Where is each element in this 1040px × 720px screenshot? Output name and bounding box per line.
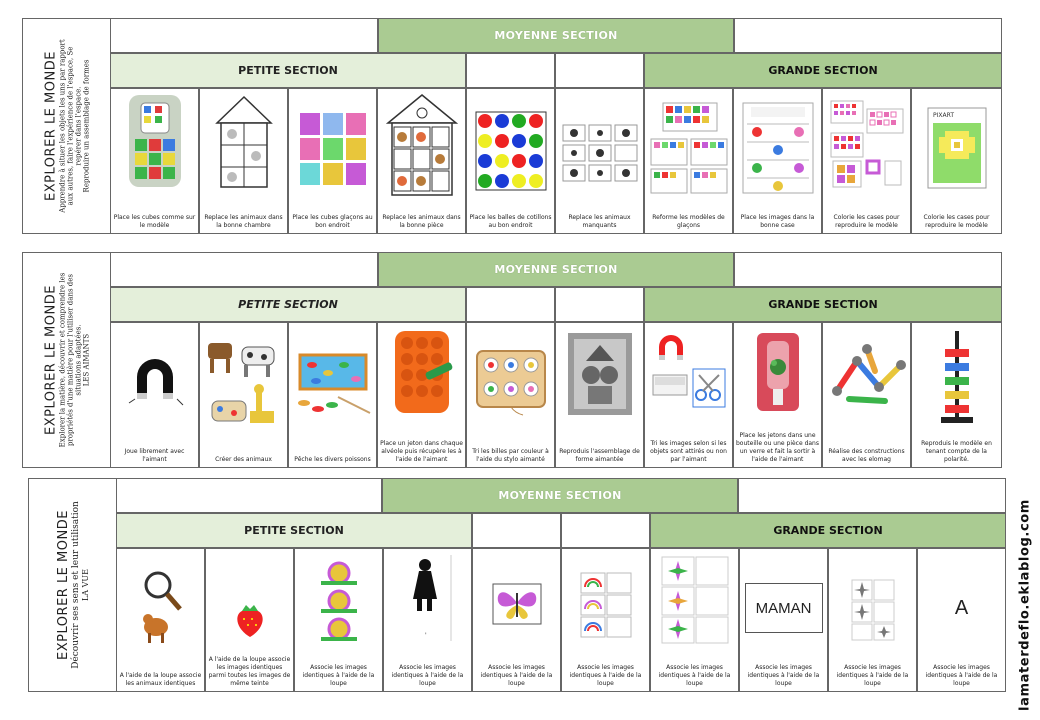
activity-cell[interactable] bbox=[288, 88, 377, 234]
activity-cell[interactable] bbox=[294, 548, 383, 692]
activity-cell[interactable] bbox=[739, 548, 828, 692]
activity-cell[interactable] bbox=[199, 88, 288, 234]
polarity-tower-picture bbox=[937, 329, 977, 425]
activity-caption: Pêche les divers poissons bbox=[294, 456, 371, 463]
activity-caption: Place les balles de cotillons au bon endroit bbox=[469, 214, 552, 229]
activity-cell[interactable] bbox=[110, 322, 199, 468]
activity-cell[interactable] bbox=[555, 322, 644, 468]
activity-cell[interactable] bbox=[644, 322, 733, 468]
activity-caption: Reforme les modèles de glaçons bbox=[652, 214, 725, 229]
activity-cell[interactable] bbox=[650, 548, 739, 692]
watermark-text: lamaterdeflo.eklablog.com bbox=[1017, 499, 1033, 711]
activity-cell[interactable] bbox=[644, 88, 733, 234]
activity-caption: Associe les images identiques à l'aide de la loupe bbox=[658, 664, 731, 687]
activity-caption: Créer des animaux bbox=[215, 456, 272, 463]
activity-cell[interactable] bbox=[555, 88, 644, 234]
strawberry-picture bbox=[230, 601, 270, 641]
activity-caption: Associe les images identiques à l'aide de la loupe bbox=[747, 664, 820, 687]
activity-caption: Colorie les cases pour reproduire le modèle bbox=[923, 214, 990, 229]
butterfly-picture bbox=[492, 583, 542, 625]
activity-caption: Associe les images identiques à l'aide de la loupe bbox=[925, 664, 998, 687]
block-1 bbox=[22, 18, 1002, 234]
activity-cell[interactable] bbox=[116, 548, 205, 692]
word-text: MAMAN bbox=[755, 599, 812, 617]
activity-caption: Place les images dans la bonne case bbox=[740, 214, 815, 229]
activity-caption: Reproduis le modèle en tenant compte de la polarité. bbox=[921, 440, 992, 463]
activity-cell[interactable] bbox=[466, 88, 555, 234]
block-1-side bbox=[22, 18, 112, 234]
petite-section-header: PETITE SECTION bbox=[110, 53, 466, 88]
activity-caption: Associe les images identiques à l'aide de la loupe bbox=[569, 664, 642, 687]
letter-picture bbox=[942, 593, 982, 623]
block-title: EXPLORER LE MONDE bbox=[56, 510, 71, 660]
activity-cell[interactable] bbox=[377, 322, 466, 468]
block-2 bbox=[22, 252, 1002, 468]
block-3-side bbox=[28, 478, 118, 692]
watermark bbox=[1014, 495, 1036, 715]
activity-caption: Place les cubes glaçons au bon endroit bbox=[292, 214, 373, 229]
moyenne-section-header: MOYENNE SECTION bbox=[378, 18, 734, 53]
activity-caption: Associe les images identiques à l'aide de la loupe bbox=[391, 664, 464, 687]
house-picture bbox=[213, 95, 275, 191]
block-subtitle-line: situations adaptées. bbox=[74, 324, 83, 396]
activity-caption: Associe les images identiques à l'aide de la loupe bbox=[836, 664, 909, 687]
grande-section-header: GRANDE SECTION bbox=[644, 53, 1002, 88]
animal-cards-picture bbox=[561, 123, 639, 183]
activity-cell[interactable] bbox=[733, 88, 822, 234]
block-subtitle-line: repérer dans l'espace. bbox=[74, 86, 83, 166]
block-subtitle-line: LES AIMANTS bbox=[82, 333, 91, 387]
color-grid-picture bbox=[298, 111, 368, 187]
activity-cell[interactable] bbox=[917, 548, 1006, 692]
activity-caption: Reproduis l'assemblage de forme aimantée bbox=[559, 448, 640, 463]
activity-cell[interactable] bbox=[288, 322, 377, 468]
activity-caption: Replace les animaux manquants bbox=[568, 214, 631, 229]
activity-caption: Associe les images identiques à l'aide de la loupe bbox=[480, 664, 553, 687]
skull-grid-picture bbox=[741, 101, 815, 195]
magnifier-picture bbox=[136, 569, 186, 649]
silhouette-picture bbox=[403, 555, 453, 641]
petite-section-header: PETITE SECTION bbox=[116, 513, 472, 548]
block-2-side bbox=[22, 252, 112, 468]
block-subtitle-line: propriétés d'une matière pour l'utiliser dans des bbox=[66, 274, 75, 447]
cube-tray-picture bbox=[125, 93, 185, 189]
activity-caption: Joue librement avec l'aimant bbox=[124, 448, 185, 463]
orange-tray-picture bbox=[389, 327, 455, 417]
construction-picture bbox=[827, 341, 907, 411]
activity-caption: Replace les animaux dans la bonne pièce bbox=[382, 214, 461, 229]
animal-house-picture bbox=[386, 93, 458, 197]
activity-cell[interactable] bbox=[377, 88, 466, 234]
block-subtitle-line: Reproduire un assemblage de formes bbox=[82, 59, 91, 193]
activity-cell[interactable] bbox=[466, 322, 555, 468]
pixel-patterns-picture bbox=[827, 99, 907, 189]
activity-caption: A l'aide de la loupe associe les animaux identiques bbox=[119, 672, 202, 687]
grande-section-header: GRANDE SECTION bbox=[644, 287, 1002, 322]
pixart-label: PIXART bbox=[932, 112, 954, 119]
activity-cell[interactable] bbox=[911, 322, 1002, 468]
letter-text: A bbox=[954, 596, 969, 619]
magnetic-animals-picture bbox=[204, 333, 284, 443]
activity-cell[interactable] bbox=[561, 548, 650, 692]
rainbow-picture bbox=[579, 571, 633, 641]
activity-cell[interactable] bbox=[472, 548, 561, 692]
moyenne-section-header: MOYENNE SECTION bbox=[378, 252, 734, 287]
activity-cell[interactable] bbox=[205, 548, 294, 692]
activity-cell[interactable] bbox=[822, 88, 911, 234]
activity-cell[interactable] bbox=[110, 88, 199, 234]
shape-assembly-picture bbox=[566, 331, 634, 417]
block-subtitle-line: Découvrir ses sens et leur utilisation bbox=[71, 501, 81, 669]
snail-picture bbox=[313, 559, 365, 649]
ice-cube-models-picture bbox=[649, 99, 729, 195]
block-subtitle-line: Apprendre à situer les objets les uns par rapport bbox=[58, 39, 67, 213]
activity-caption: Colorie les cases pour reproduire le modèle bbox=[833, 214, 900, 229]
block-title: EXPLORER LE MONDE bbox=[43, 51, 59, 201]
activity-caption: Tri les images selon si les objets sont attirés ou non par l'aimant bbox=[650, 440, 727, 463]
activity-caption: Replace les animaux dans la bonne chambre bbox=[204, 214, 283, 229]
block-title: EXPLORER LE MONDE bbox=[43, 285, 59, 435]
svg-text:': ' bbox=[424, 632, 427, 639]
block-subtitle-line: LA VUE bbox=[81, 569, 90, 601]
activity-cell[interactable] bbox=[199, 322, 288, 468]
fishing-game-picture bbox=[294, 349, 372, 419]
pixel-flower-picture bbox=[927, 107, 987, 189]
moyenne-section-header: MOYENNE SECTION bbox=[382, 478, 738, 513]
activity-cell[interactable] bbox=[733, 322, 822, 468]
activity-caption: Associe les images identiques à l'aide de la loupe bbox=[302, 664, 375, 687]
maze-board-picture bbox=[471, 347, 551, 417]
activity-caption: A l'aide de la loupe associe les images identiques parmi toutes les images de même teinte bbox=[208, 656, 291, 687]
activity-caption: Tri les billes par couleur à l'aide du stylo aimanté bbox=[472, 448, 549, 463]
block-subtitle-line: Explorer la matière, découvrir et comprendre les bbox=[58, 272, 67, 448]
petite-section-header: PETITE SECTION bbox=[110, 287, 466, 322]
block-3 bbox=[28, 478, 1006, 692]
block-subtitle-line: aux autres, faire l'expérience de l'espace, Se bbox=[66, 46, 75, 206]
dot-grid-picture bbox=[475, 111, 547, 191]
bottle-picture bbox=[753, 331, 803, 413]
activity-caption: Place les jetons dans une bouteille ou une pièce dans un verre et fait la sortir à l'aide de l'aimant bbox=[736, 432, 819, 463]
activity-cell[interactable] bbox=[822, 322, 911, 468]
activity-cell[interactable] bbox=[911, 88, 1002, 234]
star-flower-picture bbox=[851, 579, 895, 641]
activity-cell[interactable] bbox=[828, 548, 917, 692]
attraction-sort-picture bbox=[649, 329, 729, 413]
word-picture bbox=[745, 583, 823, 633]
magnet-picture bbox=[125, 349, 185, 409]
activity-caption: Réalise des constructions avec les elomag bbox=[828, 448, 905, 463]
flower-picture bbox=[660, 555, 730, 645]
activity-caption: Place un jeton dans chaque alvéole puis récupère les à l'aide de l'aimant bbox=[380, 440, 463, 463]
activity-caption: Place les cubes comme sur le modèle bbox=[113, 214, 196, 229]
activity-cell[interactable] bbox=[383, 548, 472, 692]
grande-section-header: GRANDE SECTION bbox=[650, 513, 1006, 548]
